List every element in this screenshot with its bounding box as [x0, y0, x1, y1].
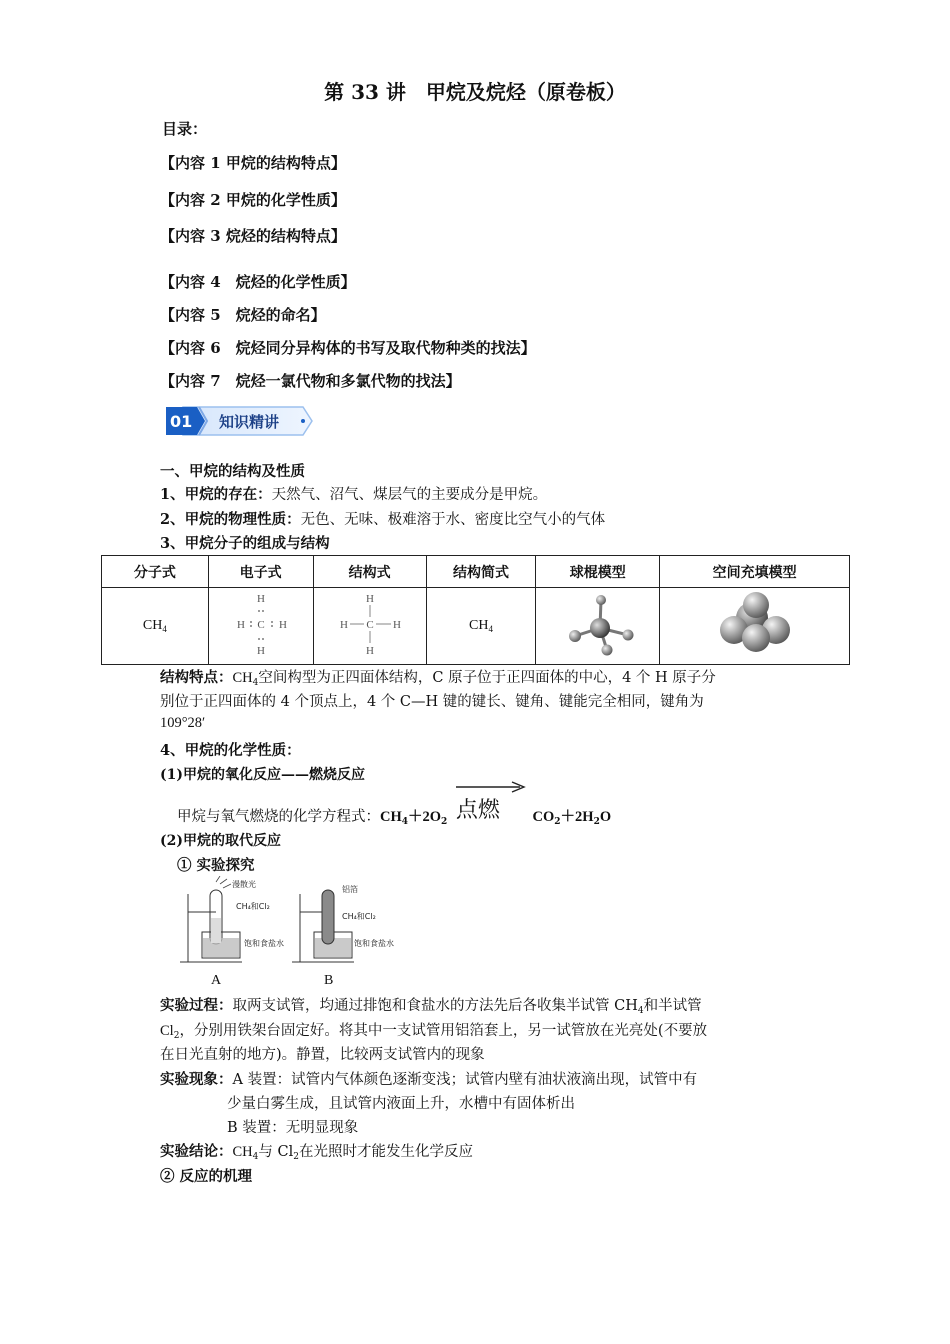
- svg-text:H: H: [392, 619, 401, 631]
- paragraph-physical: 2、甲烷的物理性质：无色、无味、极难溶于水、密度比空气小的气体: [160, 511, 606, 528]
- banner-number: 01: [170, 412, 193, 431]
- methane-structure-table: [101, 555, 850, 665]
- electron-formula-diagram: [211, 589, 311, 659]
- structure-feature-line-2: 别位于正四面体的 4 个顶点上，4 个 C—H 键的键长、键角、键能完全相同，键角为: [160, 694, 704, 710]
- oxidation-heading: (1)甲烷的氧化反应——燃烧反应: [160, 767, 365, 783]
- figure-label-a: A: [211, 973, 222, 988]
- toc-item-3[interactable]: 【内容 3 烷烃的结构特点】: [160, 227, 346, 245]
- svg-text:CH₄和Cl₂: CH₄和Cl₂: [236, 902, 270, 911]
- process-line-2: $Cl_2$，分别用铁架台固定好。将其中一支试管用铝箔套上，另一试管放在光亮处(不要放: [160, 1023, 708, 1041]
- cell-ball-stick-model: [536, 588, 660, 665]
- paragraph-structure-heading: 3、甲烷分子的组成与结构: [160, 535, 330, 552]
- cell-electron-formula: [208, 588, 313, 665]
- structure-feature-line-1: 结构特点：$CH_4$空间构型为正四面体结构，C 原子位于正四面体的中心，4 个 H 原子分: [160, 669, 716, 688]
- toc-item-1[interactable]: 【内容 1 甲烷的结构特点】: [160, 154, 346, 172]
- cell-structural-formula: [313, 588, 426, 665]
- svg-text:H: H: [256, 593, 265, 605]
- svg-text:漫散光: 漫散光: [232, 880, 256, 889]
- paragraph-existence: 1、甲烷的存在：天然气、沼气、煤层气的主要成分是甲烷。: [160, 486, 548, 503]
- cell-space-filling-model: [660, 588, 850, 665]
- header-simple: 结构简式: [426, 556, 536, 588]
- phenomenon-line-3: B 装置：无明显现象: [227, 1120, 359, 1136]
- process-line-3: 在日光直射的地方)。静置，比较两支试管内的现象: [160, 1047, 485, 1063]
- toc-item-5[interactable]: 【内容 5 烷烃的命名】: [160, 306, 326, 324]
- svg-text:H: H: [278, 619, 287, 631]
- cell-simple-formula: $CH_4$: [426, 588, 536, 665]
- space-filling-model-image: [700, 588, 810, 660]
- figure-label-b: B: [324, 973, 334, 988]
- structure-feature-line-3: 109°28′: [160, 715, 206, 731]
- header-formula: 分子式: [102, 556, 209, 588]
- chem-heading: 4、甲烷的化学性质：: [160, 742, 301, 759]
- svg-text:H: H: [236, 619, 245, 631]
- condition-label: 点燃: [455, 798, 500, 823]
- header-structural: 结构式: [313, 556, 426, 588]
- svg-text:H: H: [365, 593, 374, 605]
- experiment-apparatus-figure: [180, 876, 420, 972]
- mechanism-heading: ② 反应的机理: [160, 1168, 253, 1185]
- arrow-icon: [454, 781, 526, 793]
- toc-heading: 目录：: [162, 120, 208, 138]
- dot-icon: [301, 419, 305, 423]
- header-ball-stick: 球棍模型: [536, 556, 660, 588]
- ball-stick-model-image: [543, 588, 653, 660]
- toc-item-4[interactable]: 【内容 4 烷烃的化学性质】: [160, 273, 356, 291]
- svg-text:CH₄和Cl₂: CH₄和Cl₂: [342, 912, 376, 921]
- svg-text:H: H: [365, 645, 374, 657]
- substitution-heading: (2)甲烷的取代反应: [160, 833, 281, 849]
- svg-text:C: C: [365, 619, 374, 631]
- reaction-condition: [454, 798, 526, 825]
- table-row: [102, 588, 850, 665]
- structural-formula-diagram: [320, 589, 420, 659]
- table-header-row: [102, 556, 850, 588]
- cell-formula: $CH_4$: [102, 588, 209, 665]
- svg-text:铝箔: 铝箔: [342, 885, 358, 894]
- section-heading: 一、甲烷的结构及性质: [160, 463, 305, 480]
- banner-label: 知识精讲: [219, 413, 280, 431]
- header-space-filling: 空间充填模型: [660, 556, 850, 588]
- svg-text:C: C: [257, 619, 265, 631]
- svg-text:H: H: [339, 619, 348, 631]
- combustion-equation: 甲烷与氧气燃烧的化学方程式：$CH_4+2O_2$ 点燃 $CO_2+2H_2O$: [177, 805, 611, 827]
- page-title: 第 33 讲 甲烷及烷烃（原卷板）: [324, 80, 626, 104]
- svg-text:H: H: [256, 645, 265, 657]
- toc-item-2[interactable]: 【内容 2 甲烷的化学性质】: [160, 191, 346, 209]
- toc-item-7[interactable]: 【内容 7 烷烃一氯代物和多氯代物的找法】: [160, 372, 461, 390]
- toc-item-6[interactable]: 【内容 6 烷烃同分异构体的书写及取代物种类的找法】: [160, 339, 536, 357]
- section-banner: [163, 404, 315, 438]
- phenomenon-line-2: 少量白雾生成，且试管内液面上升，水槽中有固体析出: [227, 1096, 575, 1112]
- svg-text:饱和食盐水: 饱和食盐水: [354, 939, 394, 948]
- svg-text:饱和食盐水: 饱和食盐水: [244, 939, 284, 948]
- header-electron: 电子式: [208, 556, 313, 588]
- conclusion-line: 实验结论：$CH_4$与 $Cl_2$在光照时才能发生化学反应: [160, 1143, 473, 1162]
- phenomenon-line-1: 实验现象：A 装置：试管内气体颜色逐渐变浅；试管内壁有油状液滴出现，试管中有: [160, 1071, 698, 1088]
- experiment-heading: ① 实验探究: [177, 857, 255, 874]
- process-line-1: 实验过程：取两支试管，均通过排饱和食盐水的方法先后各收集半试管 $CH_4$和半试管: [160, 997, 702, 1016]
